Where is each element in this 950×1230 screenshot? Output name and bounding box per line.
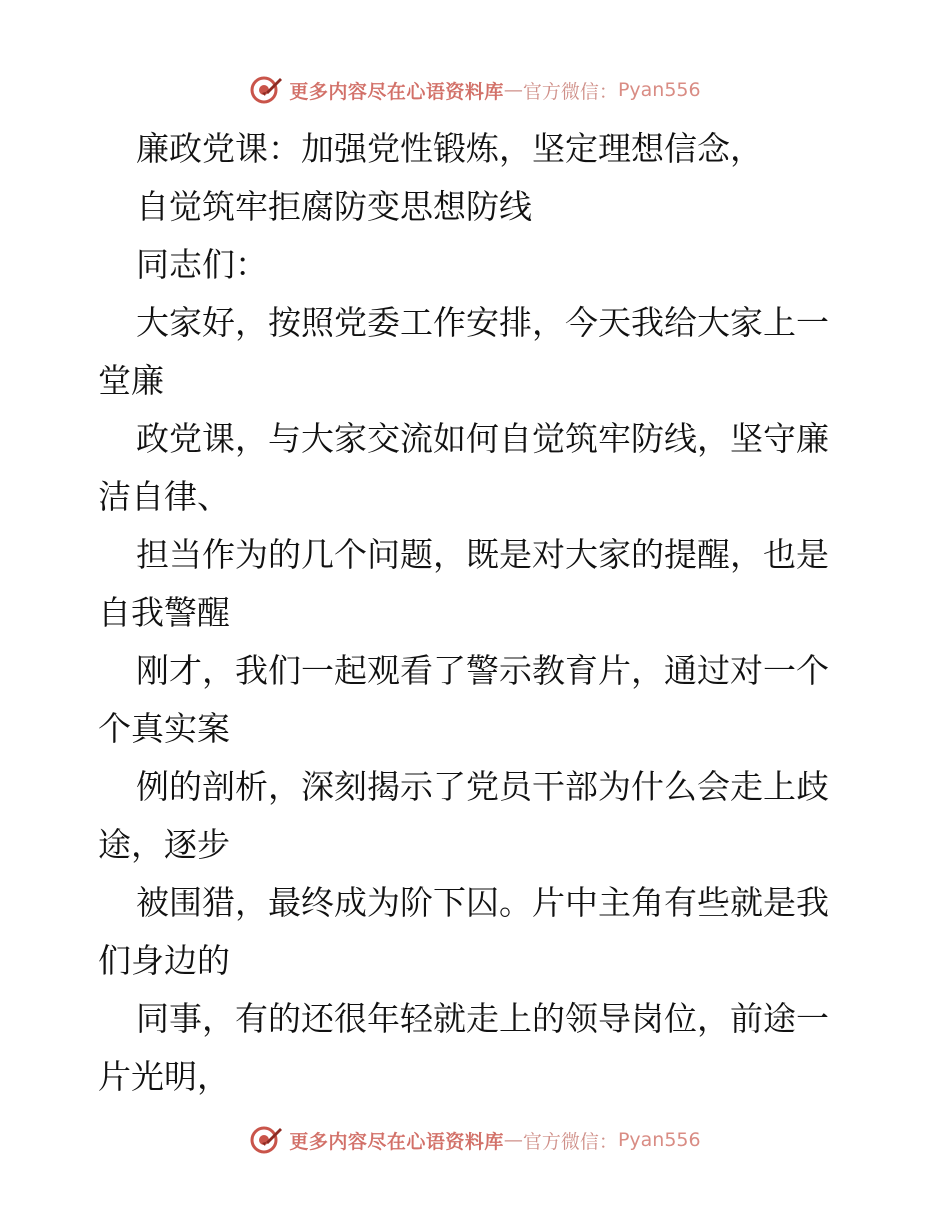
paragraph-line: 片光明， [98, 1057, 230, 1096]
watermark-official: 官方微信： [522, 80, 618, 103]
paragraph-line: 途，逐步 [98, 825, 230, 864]
paragraph-line: 同事，有的还很年轻就走上的领导岗位，前途一 [136, 999, 829, 1038]
watermark-dash: — [503, 79, 523, 101]
header-watermark [0, 70, 950, 110]
pen-logo-icon [249, 73, 283, 107]
watermark-official: 官方微信： [522, 1130, 618, 1153]
footer-watermark [0, 1120, 950, 1160]
paragraph-line: 政党课，与大家交流如何自觉筑牢防线，坚守廉 [136, 419, 829, 458]
watermark-wechat-id: Pyan556 [617, 1129, 701, 1151]
document-title-line-1: 廉政党课：加强党性锻炼，坚定理想信念， [136, 129, 763, 168]
paragraph-line: 堂廉 [98, 361, 164, 400]
paragraph-line: 被围猎，最终成为阶下囚。片中主角有些就是我 [136, 883, 829, 922]
watermark-wechat-id: Pyan556 [617, 79, 701, 101]
paragraph-line: 们身边的 [98, 941, 230, 980]
paragraph-line: 个真实案 [98, 709, 230, 748]
paragraph-line: 自我警醒 [98, 593, 230, 632]
paragraph-line: 洁自律、 [98, 477, 230, 516]
watermark-dash: — [503, 1129, 523, 1151]
document-body [98, 120, 858, 1106]
paragraph-line: 担当作为的几个问题，既是对大家的提醒，也是 [136, 535, 829, 574]
watermark-brand: 更多内容尽在心语资料库 [289, 80, 504, 103]
watermark-brand: 更多内容尽在心语资料库 [289, 1130, 504, 1153]
document-title-line-2: 自觉筑牢拒腐防变思想防线 [136, 187, 532, 226]
paragraph-line: 刚才，我们一起观看了警示教育片，通过对一个 [136, 651, 829, 690]
salutation: 同志们： [136, 245, 268, 284]
paragraph-line: 例的剖析，深刻揭示了党员干部为什么会走上歧 [136, 767, 829, 806]
paragraph-line: 大家好，按照党委工作安排，今天我给大家上一 [136, 303, 829, 342]
pen-logo-icon [249, 1123, 283, 1157]
